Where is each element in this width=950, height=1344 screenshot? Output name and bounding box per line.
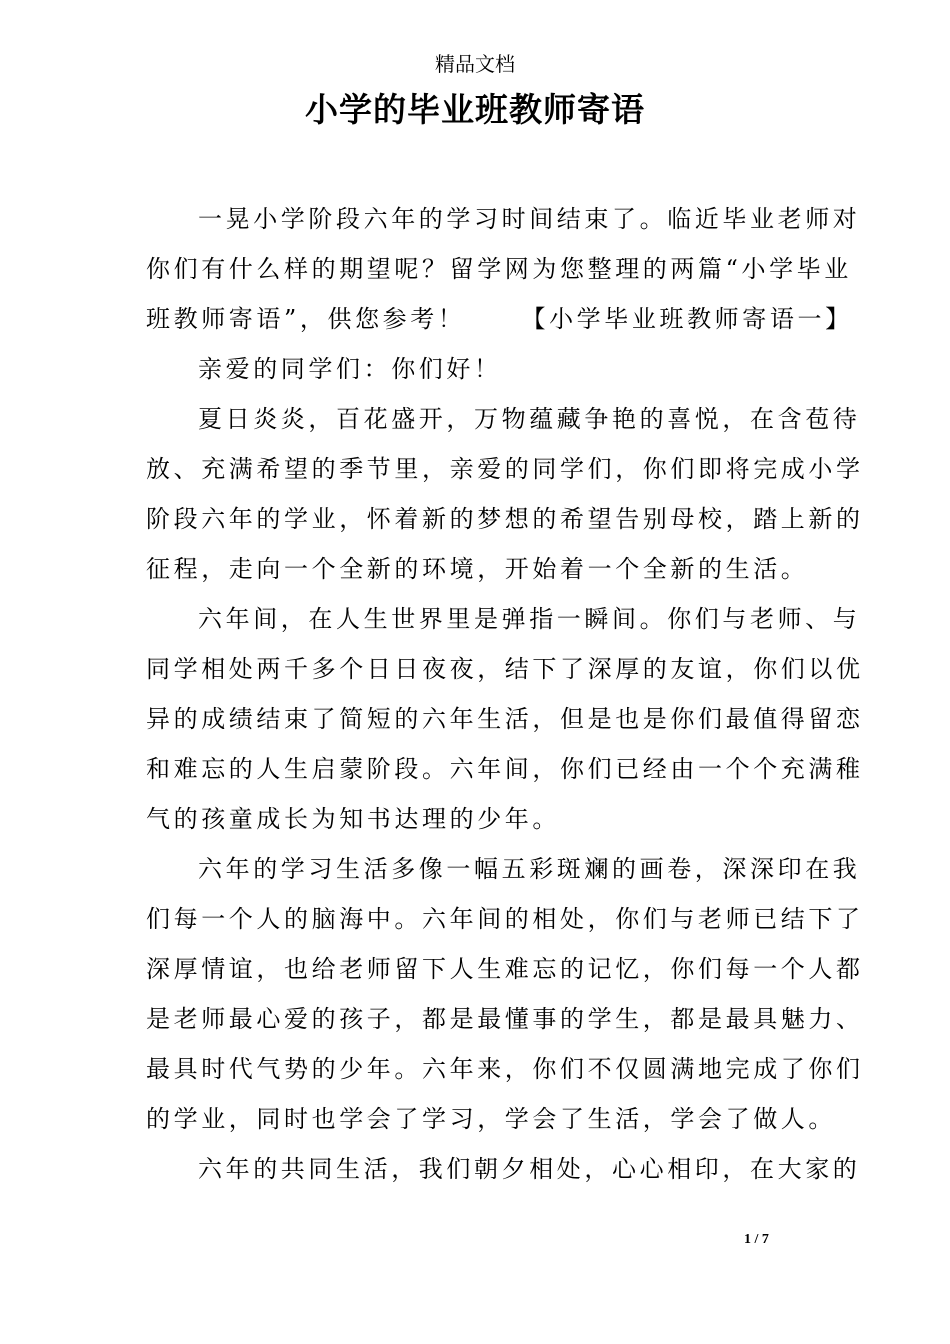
- page-header-watermark: 精品文档: [435, 52, 515, 76]
- paragraph-line: 你们有什么样的期望呢？留学网为您整理的两篇“小学毕业: [146, 255, 852, 283]
- paragraph-line: 六年的学习生活多像一幅五彩斑斓的画卷，深深印在我: [198, 855, 861, 883]
- greeting-line: 亲爱的同学们：你们好！: [198, 355, 502, 383]
- paragraph-line: 征程，走向一个全新的环境，开始着一个全新的生活。: [146, 555, 809, 583]
- document-title: 小学的毕业班教师寄语: [305, 90, 645, 129]
- paragraph-line: 气的孩童成长为知书达理的少年。: [146, 805, 560, 833]
- page-indicator: 1 / 7: [744, 1232, 769, 1247]
- section-heading: 【小学毕业班教师寄语一】: [521, 305, 853, 333]
- paragraph-line: 异的成绩结束了简短的六年生活，但是也是你们最值得留恋: [146, 705, 864, 733]
- paragraph-line: [146, 294, 853, 344]
- paragraph-line: 深厚情谊，也给老师留下人生难忘的记忆，你们每一个人都: [146, 955, 864, 983]
- paragraph-line: 阶段六年的学业，怀着新的梦想的希望告别母校，踏上新的: [146, 505, 864, 533]
- paragraph-line: 夏日炎炎，百花盛开，万物蕴藏争艳的喜悦，在含苞待: [198, 405, 861, 433]
- paragraph-line: 六年的共同生活，我们朝夕相处，心心相印，在大家的: [198, 1155, 861, 1183]
- paragraph-line: 同学相处两千多个日日夜夜，结下了深厚的友谊，你们以优: [146, 655, 864, 683]
- paragraph-line: 六年间，在人生世界里是弹指一瞬间。你们与老师、与: [198, 605, 861, 633]
- paragraph-line: 的学业，同时也学会了学习，学会了生活，学会了做人。: [146, 1105, 836, 1133]
- paragraph-line: 放、充满希望的季节里，亲爱的同学们，你们即将完成小学: [146, 455, 864, 483]
- paragraph-line: 是老师最心爱的孩子，都是最懂事的学生，都是最具魅力、: [146, 1005, 864, 1033]
- paragraph-line: 和难忘的人生启蒙阶段。六年间，你们已经由一个个充满稚: [146, 755, 864, 783]
- paragraph-line-text: 班教师寄语”，供您参考！: [146, 305, 466, 333]
- document-body: [146, 194, 864, 1194]
- paragraph-line: 最具时代气势的少年。六年来，你们不仅圆满地完成了你们: [146, 1055, 864, 1083]
- paragraph-line: 一晃小学阶段六年的学习时间结束了。临近毕业老师对: [198, 205, 861, 233]
- paragraph-line: 们每一个人的脑海中。六年间的相处，你们与老师已结下了: [146, 905, 864, 933]
